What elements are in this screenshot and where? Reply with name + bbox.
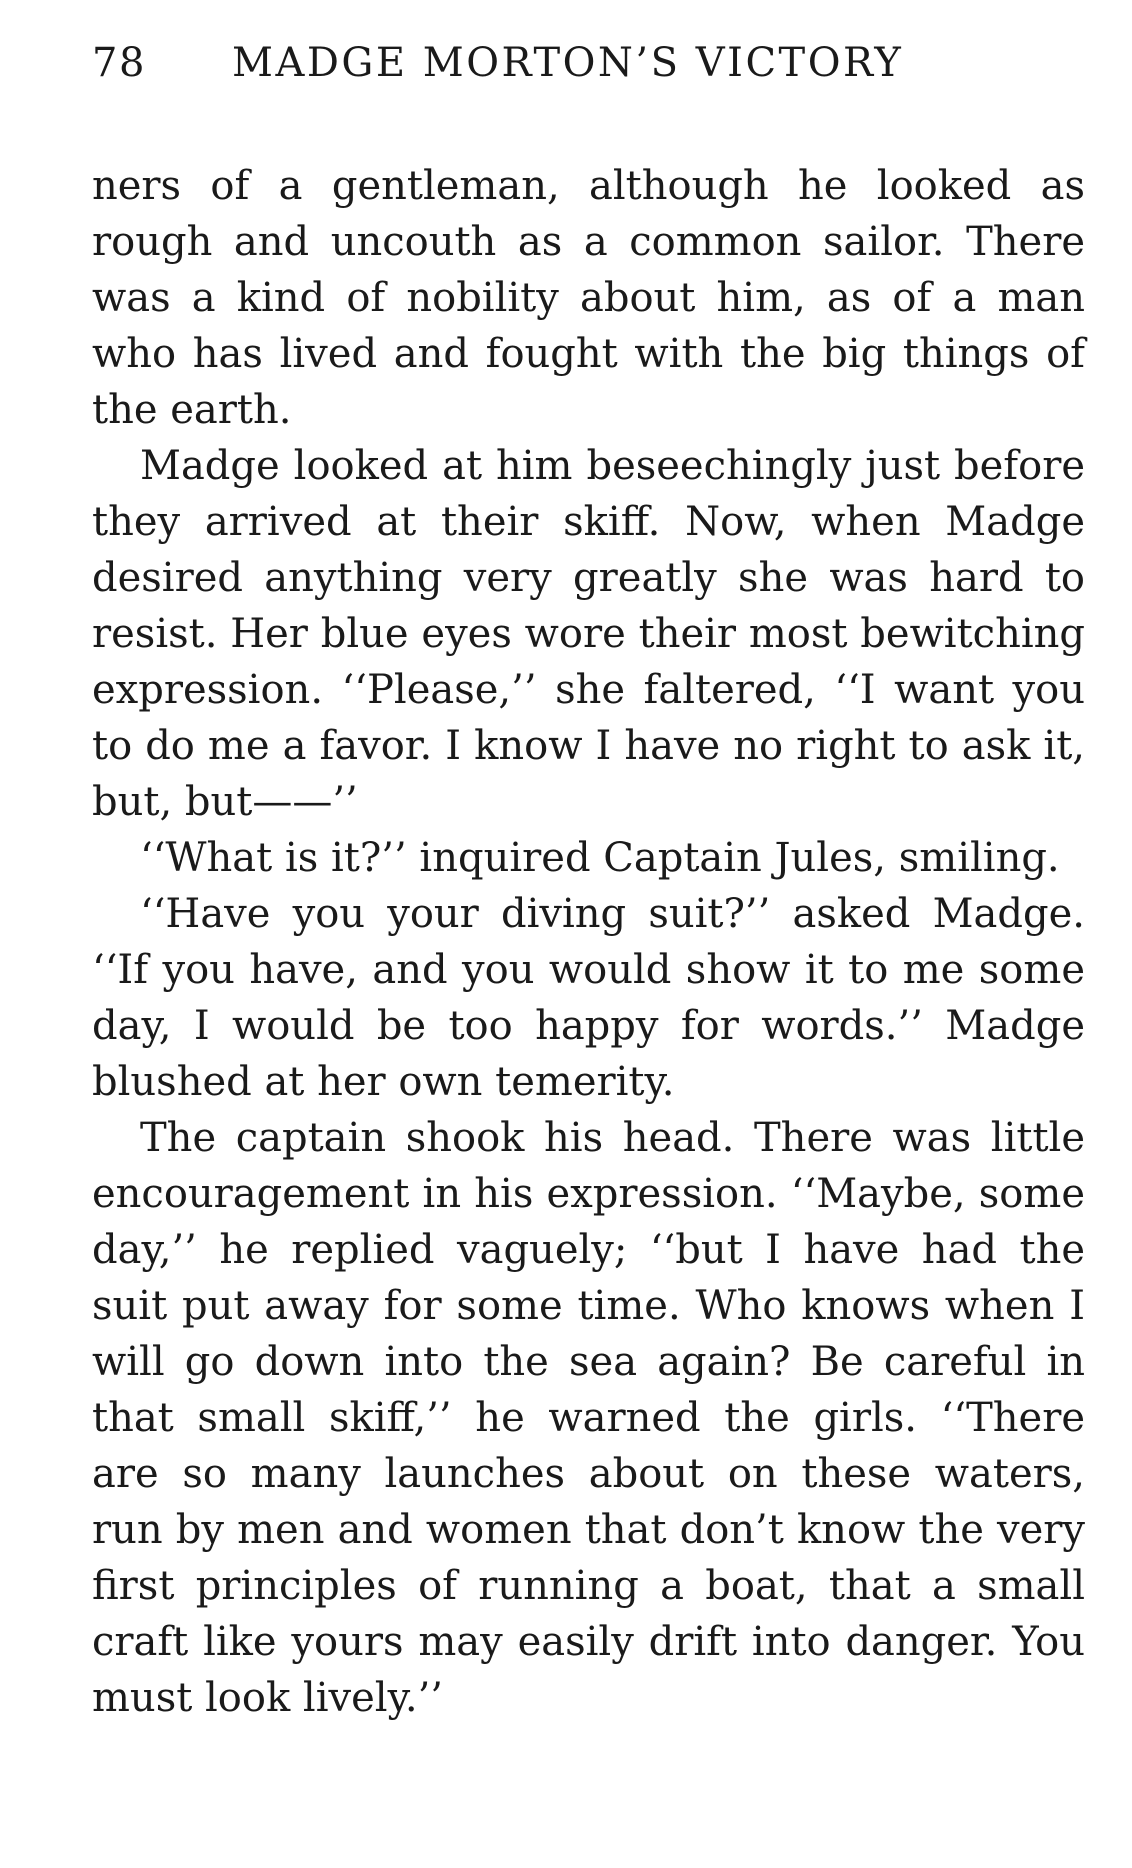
- running-title: MADGE MORTON’S VICTORY: [232, 40, 904, 86]
- paragraph: The captain shook his head. There was little encouragement in his expression. ‘‘Maybe, some day,’’ he replied vaguely; ‘‘but I have had the suit put away for some time. Who knows when I will go down into the sea again? Be careful in that small skiff,’’ he warned the girls. ‘‘There are so many launches about on these waters, run by men and women that don’t know the very first principles of running a boat, that a small craft like yours may easily drift into danger. You must look lively.’’: [92, 1115, 1085, 1721]
- book-page: [92, 40, 1085, 1726]
- running-head: [92, 40, 1085, 106]
- paragraph-continued: ners of a gentleman, although he looked as rough and uncouth as a common sailor. There was a kind of nobility about him, as of a man who has lived and fought with the big things of the earth.: [92, 163, 1085, 433]
- paragraph: Madge looked at him beseechingly just before they arrived at their skiff. Now, when Madge desired anything very greatly she was hard to resist. Her blue eyes wore their most bewitching expression. ‘‘Please,’’ she faltered, ‘‘I want you to do me a favor. I know I have no right to ask it, but, but——’’: [92, 443, 1085, 825]
- body-text: [92, 158, 1085, 1726]
- page-number: 78: [92, 40, 146, 86]
- paragraph: ‘‘What is it?’’ inquired Captain Jules, smiling.: [140, 835, 1060, 881]
- paragraph: ‘‘Have you your diving suit?’’ asked Madge. ‘‘If you have, and you would show it to me some day, I would be too happy for words.’’ Madge blushed at her own temerity.: [92, 891, 1085, 1105]
